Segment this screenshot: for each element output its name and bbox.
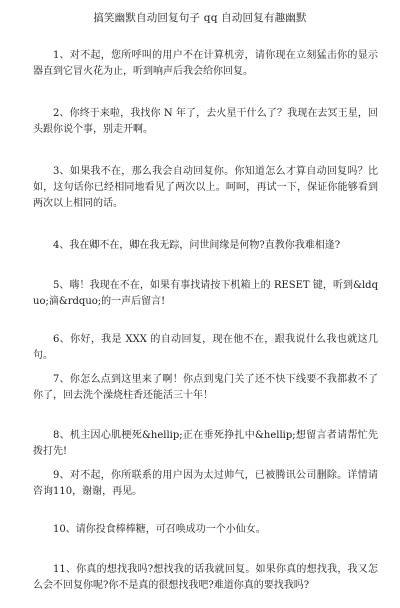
paragraph-8: 8、机主因心肌梗死&hellip;正在垂死挣扎中&hellip;想留言者请帮忙先拨打先! (33, 430, 378, 457)
paragraph-11: 11、你真的想找我吗?想找我的话我就回复。如果你真的想找我，我又怎么会不回复你呢?你不是真的很想找我吧?难道你真的要找我吗? (33, 564, 378, 591)
paragraph-5: 5、嗨！我现在不在，如果有事找请按下机箱上的 RESET 键，听到&ldquo;滴&rdquo;的一声后留言! (33, 280, 378, 307)
paragraph-3: 3、如果我不在，那么我会自动回复你。你知道怎么才算自动回复吗？比如，这句话你已经相同地看见了两次以上。呵呵，再试一下，保证你能够看到两次以上相同的话。 (33, 166, 378, 209)
paragraph-4: 4、我在卿不在，卿在我无踪，问世间缘是何物?直教你我难相逢? (53, 240, 341, 251)
paragraph-1: 1、对不起，您所呼叫的用户不在计算机旁，请你现在立刻猛击你的显示器直到它冒火花为止，听到响声后我会给你回复。 (33, 50, 378, 77)
paragraph-10: 10、请你投食棒棒糖，可召唤成功一个小仙女。 (53, 524, 266, 535)
paragraph-6: 6、你好，我是 XXX 的自动回复，现在他不在，跟我说什么我也就这几句。 (33, 334, 378, 361)
paragraph-2: 2、你终于来啦，我找你 N 年了，去火星干什么了？我现在去冥王星，回头跟你说个事，别走开啊。 (33, 108, 378, 135)
paragraph-9: 9、对不起，你所联系的用户因为太过帅气，已被腾讯公司删除。详情请咨询110，谢谢，再见。 (33, 470, 378, 497)
paragraph-7: 7、你怎么点到这里来了啊！你点到鬼门关了还不快下线要不我都救不了你了，回去洗个澡烧柱香还能活三十年！ (33, 374, 378, 401)
document-title: 搞笑幽默自动回复句子 qq 自动回复有趣幽默 (93, 12, 307, 24)
